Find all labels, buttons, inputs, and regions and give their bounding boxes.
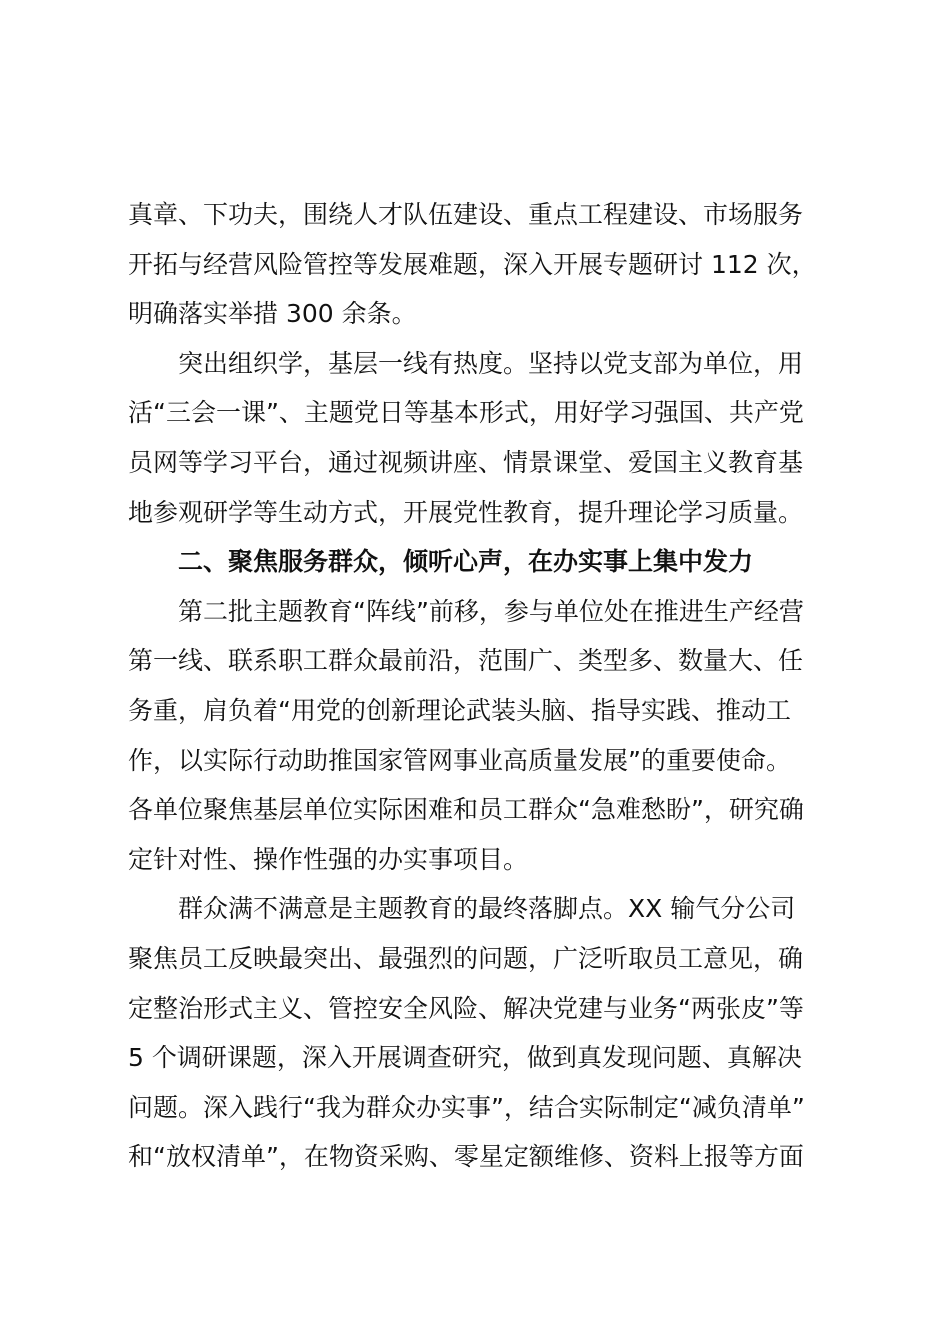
- text-line: 作，以实际行动助推国家管网事业高质量发展”的重要使命。: [128, 745, 791, 775]
- text-line: 5 个调研课题，深入开展调查研究，做到真发现问题、真解决: [128, 1043, 802, 1073]
- text-line: 聚焦员工反映最突出、最强烈的问题，广泛听取员工意见，确: [128, 943, 804, 973]
- paragraph-first-line: 第二批主题教育“阵线”前移，参与单位处在推进生产经营: [178, 596, 804, 626]
- text-line: 真章、下功夫，围绕人才队伍建设、重点工程建设、市场服务: [128, 200, 804, 229]
- text-line: 问题。深入践行“我为群众办实事”，结合实际制定“减负清单”: [128, 1092, 805, 1122]
- text-line: 和“放权清单”，在物资采购、零星定额维修、资料上报等方面: [128, 1142, 804, 1172]
- text-line: 各单位聚焦基层单位实际困难和员工群众“急难愁盼”，研究确: [128, 795, 804, 825]
- text-line: 定整治形式主义、管控安全风险、解决党建与业务“两张皮”等: [128, 993, 804, 1023]
- text-line: 员网等学习平台，通过视频讲座、情景课堂、爱国主义教育基: [128, 447, 804, 477]
- document-body: [128, 190, 830, 1182]
- section-heading: 二、聚焦服务群众，倾听心声，在办实事上集中发力: [178, 547, 754, 577]
- text-line: 活“三会一课”、主题党日等基本形式，用好学习强国、共产党: [128, 398, 804, 428]
- text-line: 地参观研学等生动方式，开展党性教育，提升理论学习质量。: [128, 497, 804, 527]
- paragraph-first-line: 群众满不满意是主题教育的最终落脚点。XX 输气分公司: [178, 894, 796, 924]
- text-line: 明确落实举措 300 余条。: [128, 299, 417, 329]
- paragraph-first-line: 突出组织学，基层一线有热度。坚持以党支部为单位，用: [178, 348, 804, 378]
- text-line: 定针对性、操作性强的办实事项目。: [128, 844, 529, 874]
- text-line: 务重，肩负着“用党的创新理论武装头脑、指导实践、推动工: [128, 695, 791, 725]
- text-line: 开拓与经营风险管控等发展难题，深入开展专题研讨 112 次，: [128, 249, 817, 279]
- text-line: 第一线、联系职工群众最前沿，范围广、类型多、数量大、任: [128, 646, 804, 676]
